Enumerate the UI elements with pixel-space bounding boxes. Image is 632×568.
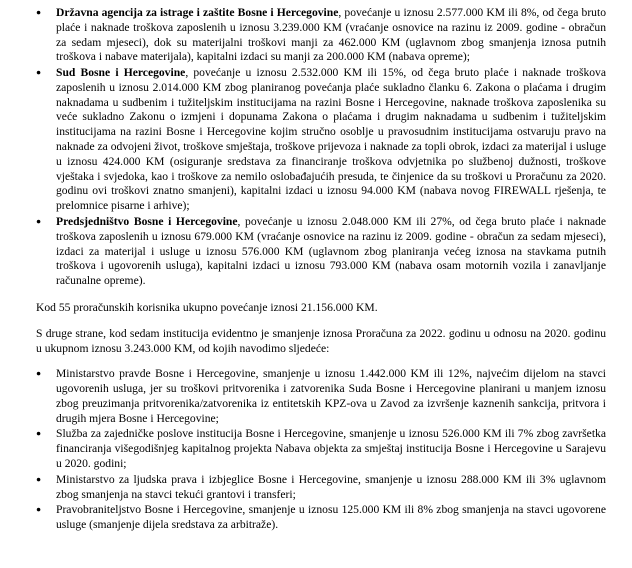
spacer <box>26 356 606 367</box>
list-item <box>26 473 606 503</box>
list-item <box>26 503 606 533</box>
list-item-text: Ministarstvo pravde Bosne i Hercegovine, smanjenje u iznosu 1.442.000 KM ili 12%, najvećim dijelom na stavci ugovorenih usluga, jer su troškovi pritvorenika i zatvorenika Suda Bosne i Hercegovine planirani u manjem iznosu zbog preuzimanja pritvorenika/zatvorenika iz entitetskih KPZ-ova u Zavod za izvršenje kaznenih sankcija, pritvora i drugih mjera Bosne i Hercegovine; <box>56 367 606 425</box>
paragraph-decrease-intro: S druge strane, kod sedam institucija evidentno je smanjenje iznosa Proračuna za 2022. godinu u odnosu na 2020. godinu u ukupnom iznosu 3.243.000 KM, od kojih navodimo sljedeće: <box>36 326 606 355</box>
list-item <box>26 215 606 289</box>
list-item-lead: Državna agencija za istrage i zaštite Bosne i Hercegovine <box>56 6 339 19</box>
list-item-text: Pravobraniteljstvo Bosne i Hercegovine, smanjenje u iznosu 125.000 KM ili 8% zbog smanjenja na stavci ugovorene usluge (smanjenje dijela sredstava za arbitraže). <box>56 503 606 532</box>
list-item-text: , povećanje u iznosu 2.532.000 KM ili 15%, od čega bruto plaće i naknade troškova zaposlenih u iznosu 2.014.000 KM zbog planiranog povećanja plaće sukladno članku 6. Zakona o plaćama i drugim naknadama u sudbenim i tužiteljskim institucijama na razini Bosne i Hercegovine, naknade troškova zaposlenika su veće sukladno Zakonu o izmjeni i dopunama Zakona o plaćama i drugim naknadama u sudbenim i tužiteljskim institucijama na razini Bosne i Hercegovine kojim stručno osoblje u pravosudnim institucijama ostvaruju pravo na naknade za odvojeni život, troškove smještaja, troškove prijevoza i naknade za topli obrok, izdaci za materijal i usluge u iznosu 424.000 KM (osiguranje sredstava za financiranje troškova odvjetnika po službenoj dužnosti, troškove vještaka i svjedoka, kao i troškove za nemilo oslobađajućih presuda, te činjenice da su troškovi u Proračunu za 2020. godinu ovi troškovi znatno smanjeni), kapitalni izdaci u iznosu 94.000 KM (nabava novog FIREWALL rješenja, te prelomnice pisarne i arhive); <box>56 66 607 213</box>
list-item-text: Služba za zajedničke poslove institucija Bosne i Hercegovine, smanjenje u iznosu 526.000 KM ili 7% zbog završetka financiranja višegodišnjeg kapitalnog projekta Nabava objekta za smještaj institucija Bosne i Hercegovine u Sarajevu u 2020. godini; <box>56 427 606 471</box>
list-item-lead: Sud Bosne i Hercegovine <box>56 66 186 80</box>
list-item-text: Ministarstvo za ljudska prava i izbjeglice Bosne i Hercegovine, smanjenje u iznosu 288.000 KM ili 3% uglavnom zbog smanjenja na stavci tekući grantovi i transferi; <box>56 472 606 501</box>
list-item <box>26 427 606 471</box>
list-item <box>26 66 606 214</box>
list-item-lead: Predsjedništvo Bosne i Hercegovine <box>56 214 238 228</box>
spacer <box>26 289 606 301</box>
paragraph-total-increase: Kod 55 proračunskih korisnika ukupno povećanje iznosi 21.156.000 KM. <box>36 300 378 314</box>
list-item-text: , povećanje u iznosu 2.577.000 KM ili 8%, od čega bruto plaće i naknade troškova zaposlenih u iznosu 3.239.000 KM (vraćanje osnovice na razinu iz 2009. godine - obračun za sedam mjeseci), dok su materijalni troškovi manji za 462.000 KM (uglavnom zbog smanjenja iznosa putnih troškova i nabave materijala), kapitalni izdaci su manji za 200.000 KM (nabava opreme); <box>56 6 606 64</box>
list-item <box>26 367 606 426</box>
bullet-list-decreases <box>26 367 606 533</box>
list-item <box>26 6 606 65</box>
list-item-text: , povećanje u iznosu 2.048.000 KM ili 27%, od čega bruto plaće i naknade troškova zaposlenih u iznosu 679.000 KM (vraćanje osnovice na razinu iz 2009. godine - obračun za sedam mjeseci), izdaci za materijal i usluge u iznosu 576.000 KM (uglavnom zbog planiranja većeg iznosa na stavkama putnih troškova i ugovorenih usluga), kapitalni izdaci u iznosu 793.000 KM (nabava osam motornih vozila i zanavljanje računalne opreme). <box>56 214 606 288</box>
spacer <box>26 316 606 327</box>
bullet-list-increases <box>26 6 606 289</box>
